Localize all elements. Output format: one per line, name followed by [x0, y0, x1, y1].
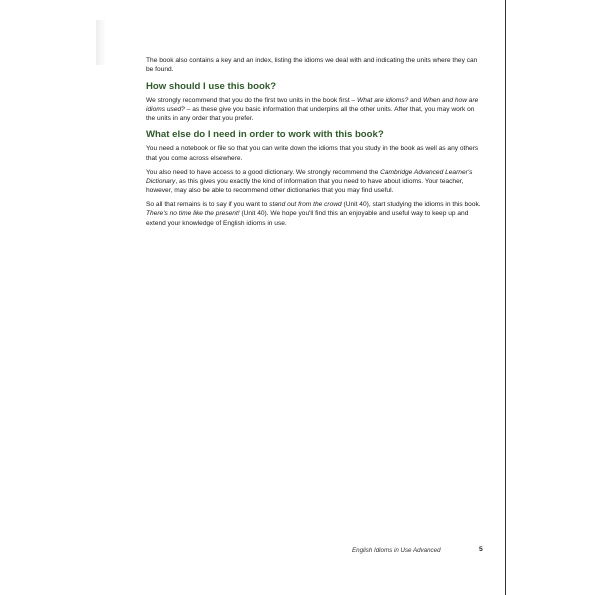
text-run: (Unit 40), start studying the idioms in this book. — [341, 200, 481, 208]
idiom-no-time: There's no time like the present! — [146, 210, 240, 218]
how-to-use-paragraph — [146, 96, 481, 124]
unit-title-when-and-how: When and how are idioms used? — [146, 96, 479, 113]
page-edge-line — [505, 0, 506, 595]
heading-how-to-use: How should I use this book? — [146, 80, 277, 92]
text-run: So all that remains is to say if you want to — [146, 200, 270, 208]
closing-paragraph — [146, 200, 481, 228]
footer-book-title: English Idioms in Use Advanced — [352, 547, 441, 554]
page-shadow — [96, 20, 106, 65]
unit-title-what-are-idioms: What are idioms? — [356, 96, 409, 104]
page-number: 5 — [479, 546, 483, 553]
notebook-paragraph: You need a notebook or file so that you can write down the idioms that you study in the book as well as any others that you come across elsewhere. — [146, 145, 479, 162]
intro-paragraph: The book also contains a key and an index, listing the idioms we deal with and indicating the units where they can be found. — [146, 57, 478, 74]
text-run: We strongly recommend that you do the first two units in the book first – — [146, 96, 357, 104]
page-content — [146, 56, 481, 232]
text-run: You also need to have access to a good dictionary. We strongly recommend the — [146, 168, 381, 176]
text-run: , as this gives you exactly the kind of information that you need to have about idioms. Your teacher, however, may also be able to recommend other dictionaries that you may find useful. — [146, 177, 464, 195]
heading-what-else: What else do I need in order to work with this book? — [146, 129, 384, 141]
text-run: – as these give you basic information that underpins all the other units. After that, you may work on the units in any order that you prefer. — [146, 105, 475, 123]
dictionary-paragraph — [146, 168, 481, 196]
dictionary-title: Cambridge Advanced Learner's Dictionary — [146, 168, 473, 185]
text-run: and — [408, 96, 423, 104]
idiom-stand-out: stand out from the crowd — [269, 200, 342, 208]
text-run: (Unit 40). We hope you'll find this an enjoyable and useful way to keep up and extend your knowledge of English idioms in use. — [146, 210, 469, 227]
